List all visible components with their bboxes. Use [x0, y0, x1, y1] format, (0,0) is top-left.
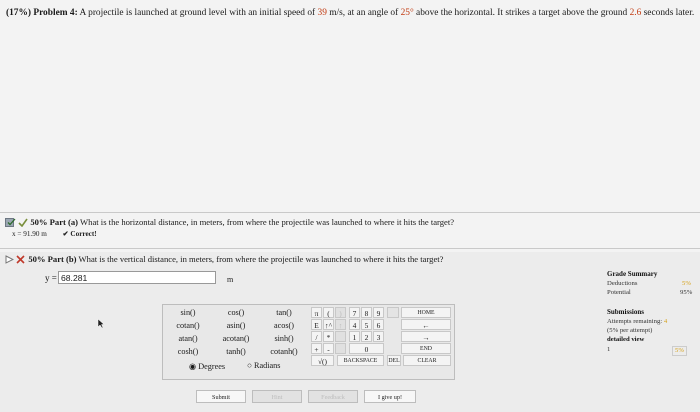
deductions-row — [607, 280, 637, 288]
submission-deduction: 5% — [672, 346, 687, 356]
plus-key[interactable]: + — [311, 343, 322, 354]
close-paren-key[interactable]: ) — [335, 307, 346, 318]
key-7[interactable]: 7 — [349, 307, 360, 318]
acotan-button[interactable]: acotan() — [222, 334, 250, 343]
clear-key[interactable]: CLEAR — [403, 355, 451, 366]
up-key[interactable]: ↑ — [335, 319, 346, 330]
cotanh-button[interactable]: cotanh() — [270, 347, 298, 356]
tan-button[interactable]: tan() — [276, 308, 292, 317]
tanh-button[interactable]: tanh() — [226, 347, 246, 356]
launch-angle-value: 25° — [400, 8, 414, 18]
backspace-key[interactable]: BACKSPACE — [337, 355, 384, 366]
radio-selected-icon: ◉ — [189, 362, 197, 371]
part-a-answer: x = 91.90 m — [12, 230, 47, 238]
attempts-row — [607, 318, 667, 326]
y-answer-input[interactable]: 68.281 — [58, 271, 216, 284]
key-5[interactable]: 5 — [361, 319, 372, 330]
end-key[interactable]: END — [401, 343, 451, 354]
submissions-title: Submissions — [607, 308, 644, 316]
part-b-question: What is the vertical distance, in meters, from where the projectile was launched to where it hits the target? — [78, 254, 444, 264]
left-arrow-key[interactable]: ← — [401, 319, 451, 330]
deductions-label: Deductions — [607, 280, 638, 287]
blank-key-3[interactable] — [387, 307, 399, 318]
per-attempt-note: (5% per attempt) — [607, 327, 653, 334]
sin-button[interactable]: sin() — [180, 308, 196, 317]
part-a-header[interactable] — [5, 217, 454, 229]
open-paren-key[interactable]: ( — [323, 307, 334, 318]
initial-speed-value: 39 — [317, 8, 327, 18]
problem-statement — [6, 8, 696, 20]
unit-label: m — [227, 275, 234, 284]
part-a-answer-row — [12, 229, 97, 238]
key-2[interactable]: 2 — [361, 331, 372, 342]
part-b-header[interactable] — [5, 254, 443, 266]
part-a-percent: 50% Part (a) — [30, 217, 79, 227]
detailed-view-link[interactable]: detailed view — [607, 336, 645, 343]
completed-icon — [5, 218, 16, 229]
y-label: y = — [45, 273, 57, 283]
grade-summary-title: Grade Summary — [607, 270, 658, 278]
potential-value: 95% — [680, 289, 693, 296]
key-0[interactable]: 0 — [349, 343, 384, 354]
minus-key[interactable]: - — [323, 343, 334, 354]
part-a-question: What is the horizontal distance, in meters, from where the projectile was launched to where it hits the target? — [80, 217, 455, 227]
flight-time-value: 2.6 — [629, 8, 642, 18]
e-key[interactable]: E — [311, 319, 322, 330]
problem-label: Problem 4: — [33, 8, 78, 18]
sqrt-key[interactable]: √() — [311, 355, 334, 366]
cos-button[interactable]: cos() — [227, 308, 245, 317]
problem-text-a: A projectile is launched at ground level with an initial speed of — [79, 8, 318, 18]
attempts-value: 4 — [663, 318, 668, 325]
atan-button[interactable]: atan() — [178, 334, 198, 343]
divider-mid — [0, 248, 700, 249]
multiply-key[interactable]: * — [323, 331, 334, 342]
asin-button[interactable]: asin() — [226, 321, 246, 330]
blank-key-2[interactable] — [335, 343, 346, 354]
hint-button[interactable]: Hint — [252, 390, 302, 403]
key-3[interactable]: 3 — [373, 331, 384, 342]
part-b-percent: 50% Part (b) — [28, 254, 77, 264]
divide-key[interactable]: / — [311, 331, 322, 342]
home-key[interactable]: HOME — [401, 307, 451, 318]
sinh-button[interactable]: sinh() — [274, 334, 294, 343]
degrees-radio[interactable] — [189, 361, 225, 371]
key-4[interactable]: 4 — [349, 319, 360, 330]
correct-status: ✔ Correct! — [62, 230, 97, 238]
calculator-panel — [162, 304, 455, 380]
acos-button[interactable]: acos() — [273, 321, 294, 330]
problem-text-b: m/s, at an angle of — [326, 8, 401, 18]
pi-key[interactable]: π — [311, 307, 322, 318]
blank-key-1[interactable] — [335, 331, 346, 342]
submit-button[interactable]: Submit — [196, 390, 246, 403]
incorrect-mark-icon — [16, 255, 26, 266]
feedback-button[interactable]: Feedback — [308, 390, 358, 403]
submission-index: 1 — [607, 346, 611, 353]
expand-arrow-icon — [5, 255, 14, 266]
degrees-label: Degrees — [198, 362, 226, 371]
key-8[interactable]: 8 — [361, 307, 372, 318]
cotan-button[interactable]: cotan() — [176, 321, 200, 330]
radians-label: Radians — [254, 361, 281, 370]
power-key[interactable]: ↑^ — [324, 321, 333, 330]
cosh-button[interactable]: cosh() — [177, 347, 199, 356]
deductions-value: 5% — [682, 280, 691, 287]
right-arrow-key[interactable]: → — [401, 331, 451, 342]
give-up-button[interactable]: I give up! — [364, 390, 416, 403]
divider-top — [0, 212, 700, 213]
mouse-cursor-icon — [97, 316, 105, 334]
key-9[interactable]: 9 — [373, 307, 384, 318]
attempts-label: Attempts remaining: — [607, 318, 663, 325]
del-key[interactable]: DEL — [387, 355, 401, 366]
key-6[interactable]: 6 — [373, 319, 384, 330]
check-icon — [18, 218, 28, 229]
problem-percent: (17%) — [6, 8, 31, 18]
potential-label: Potential — [607, 289, 631, 296]
key-1[interactable]: 1 — [349, 331, 360, 342]
radio-unselected-icon: ○ — [247, 361, 252, 370]
radians-radio[interactable] — [247, 361, 280, 370]
problem-text-d: seconds later. — [641, 8, 695, 18]
problem-text-c: above the horizontal. It strikes a target above the ground — [413, 8, 630, 18]
